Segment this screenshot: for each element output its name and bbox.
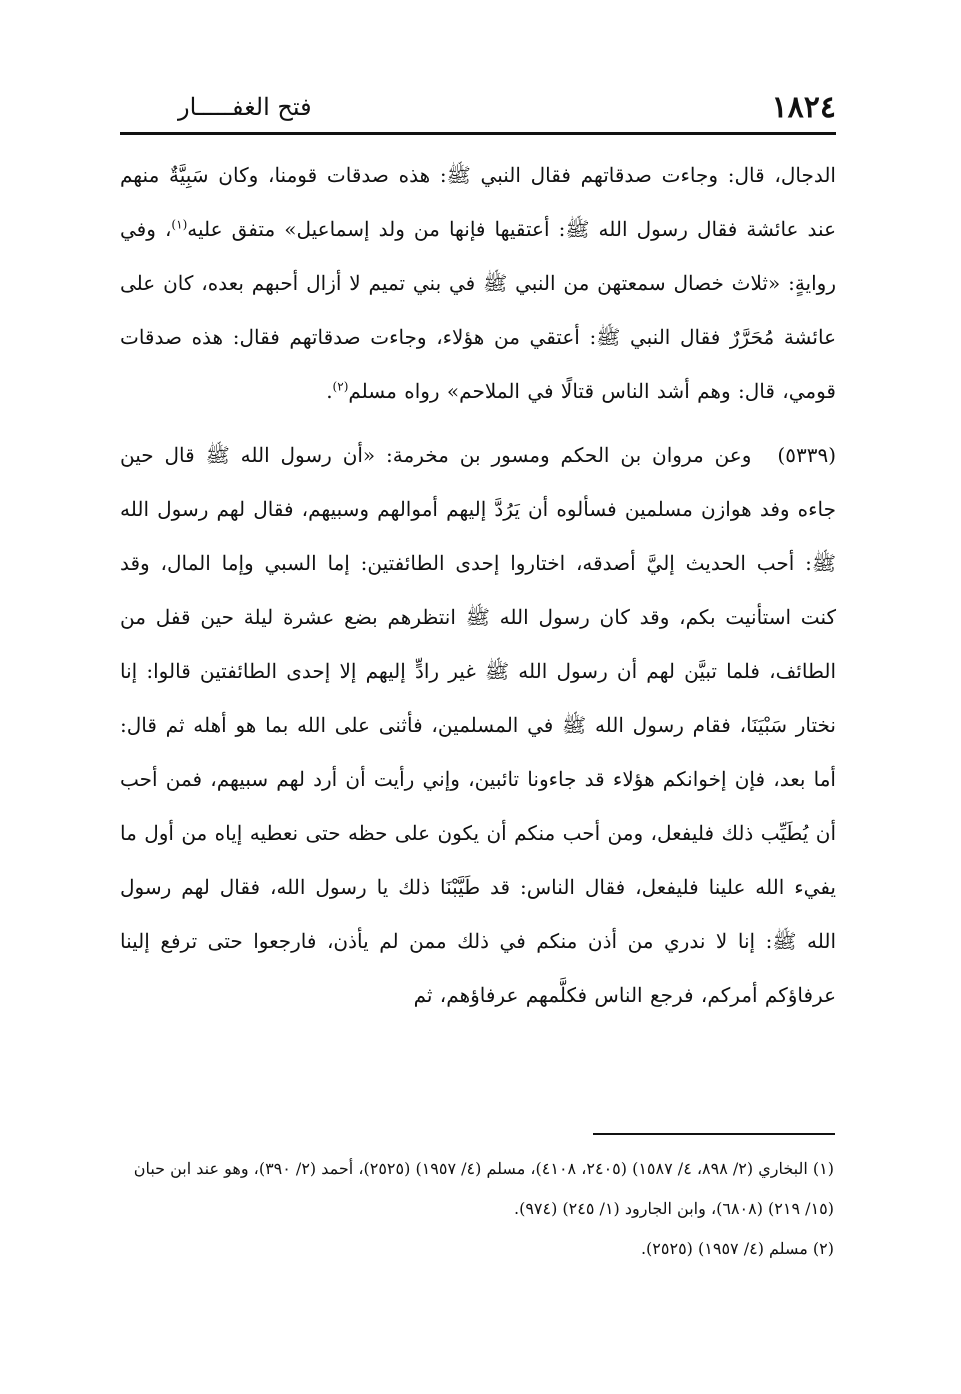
footnote-divider: [593, 1133, 835, 1135]
paragraph-1-text-a: الدجال، قال: وجاءت صدقاتهم فقال النبي ﷺ: هذه صدقات قومنا، وكان سَبِيَّةٌ منهم عند عائشة فقال رسول الله ﷺ: أعتقيها فإنها من ولد إسماعيل» متفق عليه: [120, 163, 837, 241]
header-rule: [120, 132, 836, 135]
footnote-1: (١) البخاري (٢/ ٨٩٨، ٤/ ١٥٨٧) (٢٤٠٥، ٤١٠٨)، مسلم (٤/ ١٩٥٧) (٢٥٢٥)، أحمد (٢/ ٣٩٠)، وهو عند ابن حبان (١٥/ ٢١٩) (٦٨٠٨)، وابن الجارود (١/ ٢٤٥) (٩٧٤).: [133, 1159, 834, 1218]
page-number: ١٨٢٤: [771, 90, 836, 125]
footnote-ref-1: (١): [171, 217, 188, 232]
paragraph-1-text-b: ، وفي روايةٍ: «ثلاث خصال سمعتهن من النبي ﷺ في بني تميم لا أزال أحبهم بعده، كان على عائشة مُحَرَّرٌ فقال النبي ﷺ: أعتقي من هؤلاء، وجاءت صدقاتهم فقال: هذه صدقات قومي، قال: وهم أشد الناس قتالًا في الملاحم» رواه مسلم: [120, 217, 836, 403]
footnotes: [122, 1149, 834, 1269]
footnote-ref-2: (٢): [332, 379, 349, 394]
page-header: [120, 84, 836, 132]
paragraph-1-end: .: [326, 379, 333, 403]
footnote-2: (٢) مسلم (٤/ ١٩٥٧) (٢٥٢٥).: [640, 1239, 834, 1258]
paragraph-1: [120, 148, 836, 418]
paragraph-2-text: وعن مروان بن الحكم ومسور بن مخرمة: «أن رسول الله ﷺ قال حين جاءه وفد هوازن مسلمين فسألوه أن يَرُدَّ إليهم أموالهم وسبيهم، فقال لهم رسول الله ﷺ: أحب الحديث إليَّ أصدقه، اختاروا إحدى الطائفتين: إما السبي وإما المال، وقد كنت استأنيت بكم، وقد كان رسول الله ﷺ انتظرهم بضع عشرة ليلة حين قفل من الطائف، فلما تبيَّن لهم أن رسول الله ﷺ غير رادٍّ إليهم إلا إحدى الطائفتين قالوا: إنا نختار سَبْيَنَا، فقام رسول الله ﷺ في المسلمين، فأثنى على الله بما هو أهله ثم قال: أما بعد، فإن إخوانكم هؤلاء قد جاءونا تائبين، وإني رأيت أن أرد لهم سبيهم، فمن أحب أن يُطَيِّب ذلك فليفعل، ومن أحب منكم أن يكون على حظه حتى نعطيه إياه من أول ما يفيء الله علينا فليفعل، فقال الناس: قد طَيَّبْنَا ذلك يا رسول الله، فقال لهم رسول الله ﷺ: إنا لا ندري من أذن منكم في ذلك ممن لم يأذن، فارجعوا حتى ترفع إلينا عرفاؤكم أمركم، فرجع الناس فكلَّمهم عرفاؤهم، ثم: [120, 443, 836, 1007]
hadith-number: (٥٣٣٩): [777, 443, 836, 467]
running-title: فتح الغفـــــار: [178, 93, 312, 121]
main-text: [120, 148, 836, 1022]
paragraph-2: [120, 428, 836, 1022]
